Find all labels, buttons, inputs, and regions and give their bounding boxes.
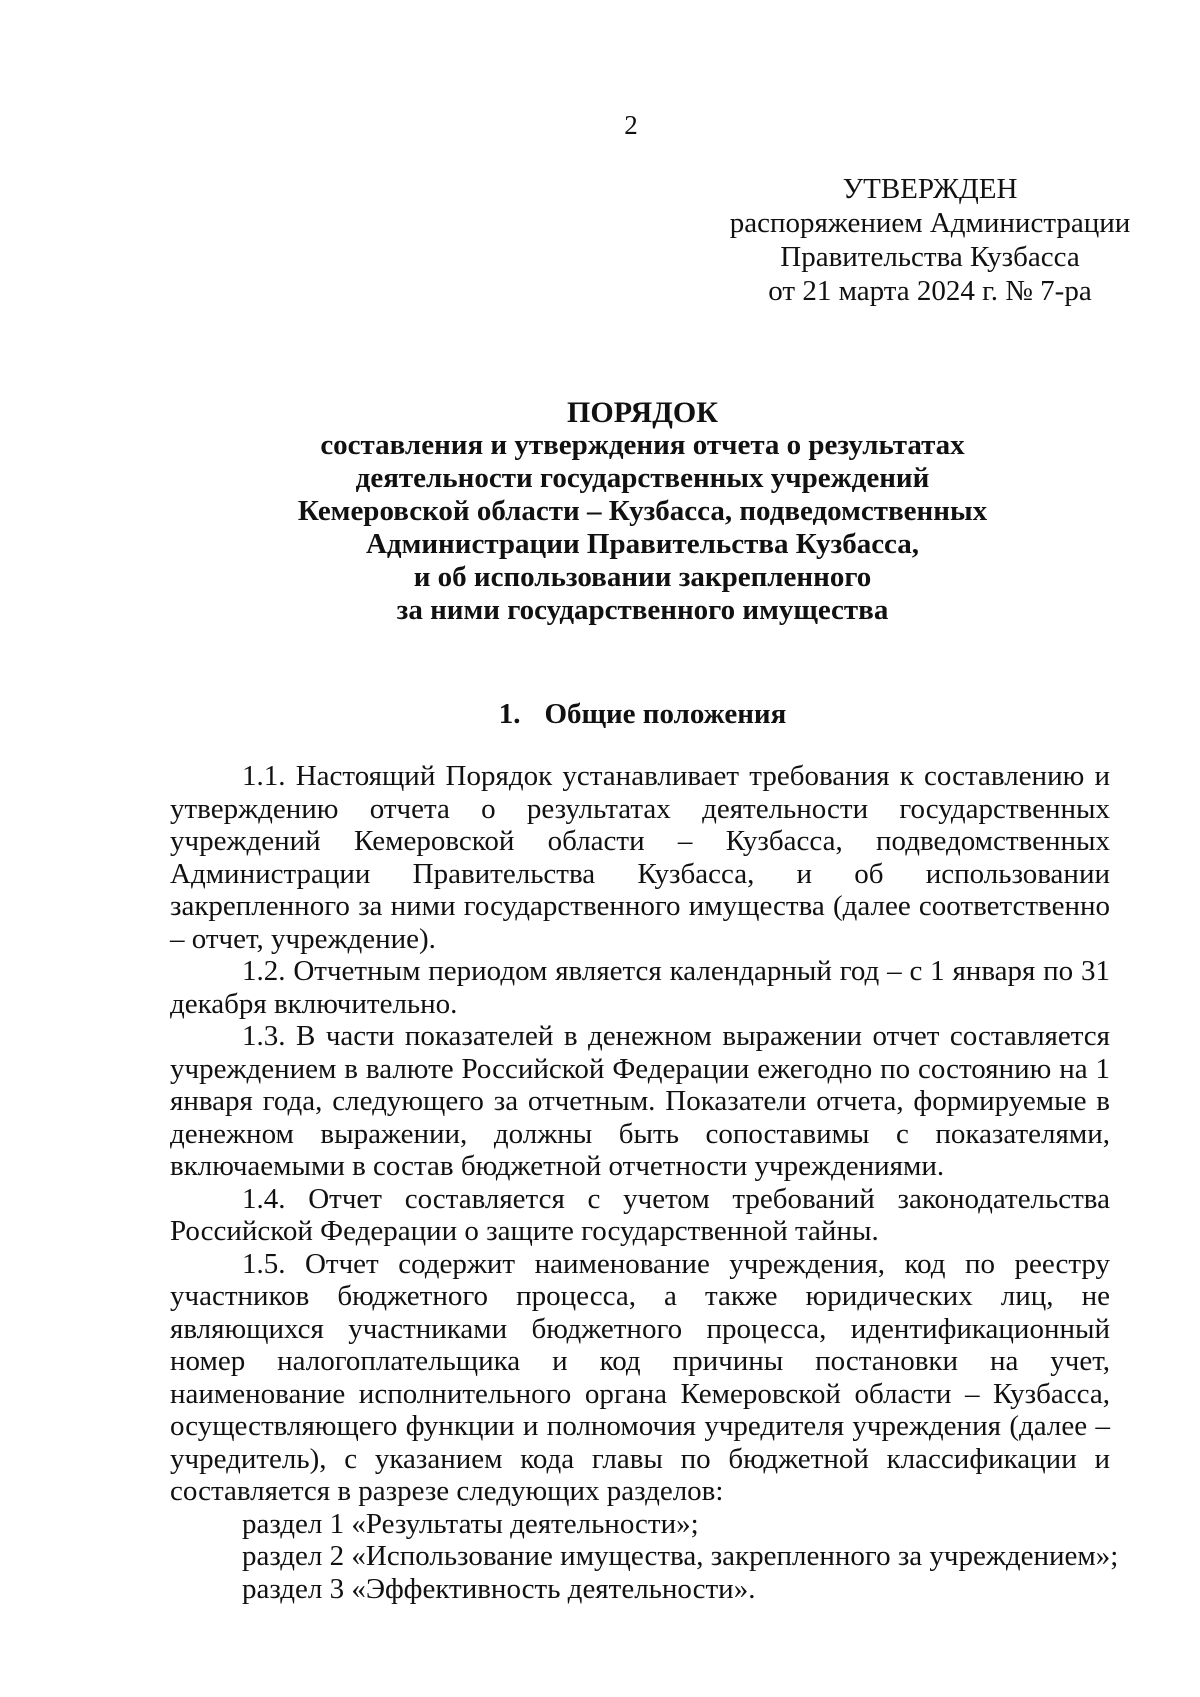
- list-item-section-3: раздел 3 «Эффективность деятельности».: [242, 1572, 756, 1605]
- section-body: [170, 760, 1119, 1605]
- list-item-section-1: раздел 1 «Результаты деятельности»;: [242, 1507, 699, 1540]
- section-title: Общие положения: [544, 698, 787, 730]
- title-main: ПОРЯДОК: [567, 396, 718, 429]
- section-number: 1.: [498, 698, 521, 730]
- approval-stamp-block: [700, 172, 1160, 308]
- approval-date-line: от 21 марта 2024 г. № 7-ра: [768, 275, 1092, 307]
- title-line: Администрации Правительства Кузбасса,: [365, 528, 920, 560]
- approval-heading: УТВЕРЖДЕН: [842, 173, 1018, 205]
- approval-government-line: Правительства Кузбасса: [780, 241, 1080, 273]
- title-line: и об использовании закрепленного: [413, 561, 872, 593]
- approval-authority-line: распоряжением Администрации: [729, 207, 1131, 239]
- paragraph-1-2: 1.2. Отчетным периодом является календарный год – с 1 января по 31 декабря включительно.: [170, 955, 1110, 1020]
- title-line: Кемеровской области – Кузбасса, подведомственных: [297, 495, 988, 527]
- paragraph-1-5: 1.5. Отчет содержит наименование учреждения, код по реестру участников бюджетного процесса, а также юридических лиц, не являющихся участниками бюджетного процесса, идентификационный номер налогоплательщика и код причины постановки на учет, наименование исполнительного органа Кемеровской области – Кузбасса, осуществляющего функции и полномочия учредителя учреждения (далее – учредитель), с указанием кода главы по бюджетной классификации и составляется в разрезе следующих разделов:: [170, 1247, 1110, 1507]
- title-line: за ними государственного имущества: [396, 594, 889, 626]
- paragraph-1-3: 1.3. В части показателей в денежном выражении отчет составляется учреждением в валюте Российской Федерации ежегодно по состоянию на 1 января года, следующего за отчетным. Показатели отчета, формируемые в денежном выражении, должны быть сопоставимы с показателями, включаемыми в состав бюджетной отчетности учреждениями.: [170, 1020, 1110, 1182]
- list-item-section-2: раздел 2 «Использование имущества, закрепленного за учреждением»;: [242, 1540, 1119, 1572]
- paragraph-1-1: 1.1. Настоящий Порядок устанавливает требования к составлению и утверждению отчета о результатах деятельности государственных учреждений Кемеровской области – Кузбасса, подведомственных Администрации Правительства Кузбасса, и об использовании закрепленного за ними государственного имущества (далее соответственно – отчет, учреждение).: [170, 760, 1110, 955]
- paragraph-1-4: 1.4. Отчет составляется с учетом требований законодательства Российской Федерации о защите государственной тайны.: [170, 1182, 1110, 1247]
- document-title: [170, 396, 1115, 627]
- page-number: 2: [624, 110, 638, 140]
- title-line: составления и утверждения отчета о результатах: [320, 429, 965, 461]
- section-heading: [170, 697, 1115, 731]
- title-line: деятельности государственных учреждений: [355, 462, 930, 494]
